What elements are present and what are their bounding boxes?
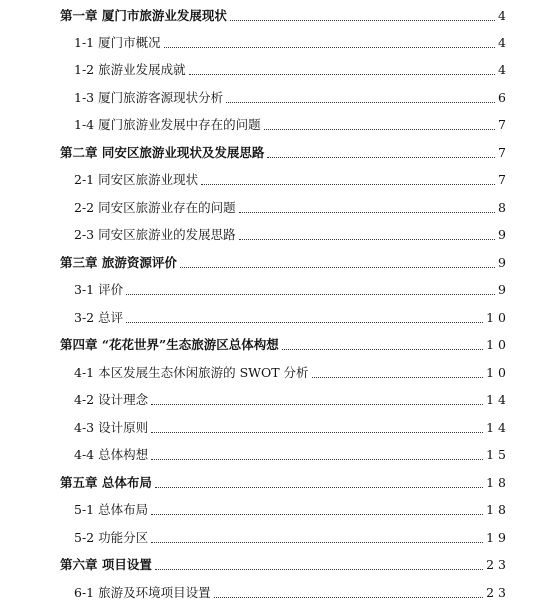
toc-entry-section-5-2[interactable] [74, 526, 506, 546]
toc-entry-page: 7 [498, 145, 506, 160]
toc-entry-page: 1 0 [486, 310, 506, 325]
toc-dot-leader [201, 184, 495, 185]
toc-dot-leader [264, 129, 495, 130]
toc-entry-label: 2-3 同安区旅游业的发展思路 [74, 227, 236, 242]
toc-dot-leader [267, 157, 495, 158]
toc-entry-section-3-2[interactable] [74, 306, 506, 326]
toc-entry-section-1-2[interactable] [74, 58, 506, 78]
toc-entry-label: 1-2 旅游业发展成就 [74, 62, 186, 77]
toc-dot-leader [151, 404, 483, 405]
toc-entry-label: 4-2 设计理念 [74, 392, 149, 407]
toc-entry-page: 4 [498, 35, 506, 50]
toc-entry-label: 4-3 设计原则 [74, 420, 149, 435]
toc-entry-section-1-3[interactable] [74, 86, 506, 106]
toc-entry-label: 5-2 功能分区 [74, 530, 149, 545]
toc-entry-page: 1 8 [486, 502, 506, 517]
toc-dot-leader [226, 102, 495, 103]
toc-entry-label: 2-2 同安区旅游业存在的问题 [74, 200, 236, 215]
toc-entry-page: 9 [498, 227, 506, 242]
toc-entry-label: 第二章 同安区旅游业现状及发展思路 [60, 145, 265, 160]
toc-entry-chapter-1[interactable] [60, 4, 506, 24]
toc-entry-label: 6-1 旅游及环境项目设置 [74, 585, 211, 600]
toc-entry-page: 1 5 [486, 447, 506, 462]
toc-entry-page: 1 4 [486, 420, 506, 435]
toc-dot-leader [155, 569, 483, 570]
toc-dot-leader [214, 597, 484, 598]
toc-dot-leader [189, 74, 495, 75]
toc-entry-section-3-1[interactable] [74, 278, 506, 298]
toc-dot-leader [155, 487, 483, 488]
toc-entry-page: 8 [498, 200, 506, 215]
toc-dot-leader [180, 267, 495, 268]
toc-entry-page: 6 [498, 90, 506, 105]
toc-entry-section-4-2[interactable] [74, 388, 506, 408]
toc-dot-leader [164, 47, 495, 48]
toc-entry-section-4-4[interactable] [74, 443, 506, 463]
toc-entry-label: 第六章 项目设置 [60, 557, 152, 572]
toc-entry-label: 1-4 厦门旅游业发展中存在的问题 [74, 117, 261, 132]
toc-entry-page: 9 [498, 255, 506, 270]
toc-entry-page: 7 [498, 172, 506, 187]
toc-dot-leader [239, 239, 495, 240]
toc-entry-label: 1-1 厦门市概况 [74, 35, 161, 50]
toc-entry-section-1-4[interactable] [74, 113, 506, 133]
toc-dot-leader [151, 459, 483, 460]
toc-entry-section-6-1[interactable] [74, 581, 506, 601]
toc-entry-label: 2-1 同安区旅游业现状 [74, 172, 199, 187]
toc-dot-leader [126, 294, 495, 295]
toc-entry-chapter-5[interactable] [60, 471, 506, 491]
toc-entry-section-2-1[interactable] [74, 168, 506, 188]
toc-entry-section-2-3[interactable] [74, 223, 506, 243]
toc-dot-leader [230, 20, 495, 21]
toc-entry-page: 4 [498, 8, 506, 23]
toc-entry-chapter-4[interactable] [60, 333, 506, 353]
toc-entry-section-4-1[interactable] [74, 361, 506, 381]
toc-entry-label: 4-4 总体构想 [74, 447, 149, 462]
toc-entry-chapter-6[interactable] [60, 553, 506, 573]
toc-entry-page: 1 4 [486, 392, 506, 407]
toc-entry-section-5-1[interactable] [74, 498, 506, 518]
toc-entry-label: 4-1 本区发展生态休闲旅游的 SWOT 分析 [74, 365, 309, 380]
toc-entry-page: 1 9 [486, 530, 506, 545]
toc-entry-label: 第四章 “花花世界”生态旅游区总体构想 [60, 337, 279, 352]
toc-entry-page: 1 0 [486, 365, 506, 380]
toc-entry-page: 1 0 [486, 337, 506, 352]
toc-dot-leader [312, 377, 484, 378]
toc-entry-label: 5-1 总体布局 [74, 502, 149, 517]
toc-entry-chapter-3[interactable] [60, 251, 506, 271]
toc-entry-section-1-1[interactable] [74, 31, 506, 51]
toc-dot-leader [239, 212, 495, 213]
toc-entry-label: 第三章 旅游资源评价 [60, 255, 177, 270]
toc-dot-leader [151, 514, 483, 515]
toc-entry-section-4-3[interactable] [74, 416, 506, 436]
toc-entry-label: 3-2 总评 [74, 310, 124, 325]
toc-entry-page: 9 [498, 282, 506, 297]
toc-entry-label: 第五章 总体布局 [60, 475, 152, 490]
toc-dot-leader [151, 542, 483, 543]
toc-entry-page: 7 [498, 117, 506, 132]
toc-entry-page: 2 3 [486, 585, 506, 600]
toc-entry-label: 1-3 厦门旅游客源现状分析 [74, 90, 224, 105]
toc-entry-page: 1 8 [486, 475, 506, 490]
toc-entry-page: 4 [498, 62, 506, 77]
toc-entry-section-2-2[interactable] [74, 196, 506, 216]
toc-entry-page: 2 3 [486, 557, 506, 572]
toc-entry-label: 第一章 厦门市旅游业发展现状 [60, 8, 227, 23]
toc-entry-chapter-2[interactable] [60, 141, 506, 161]
toc-dot-leader [151, 432, 483, 433]
toc-dot-leader [126, 322, 483, 323]
toc-entry-label: 3-1 评价 [74, 282, 124, 297]
toc-dot-leader [282, 349, 483, 350]
